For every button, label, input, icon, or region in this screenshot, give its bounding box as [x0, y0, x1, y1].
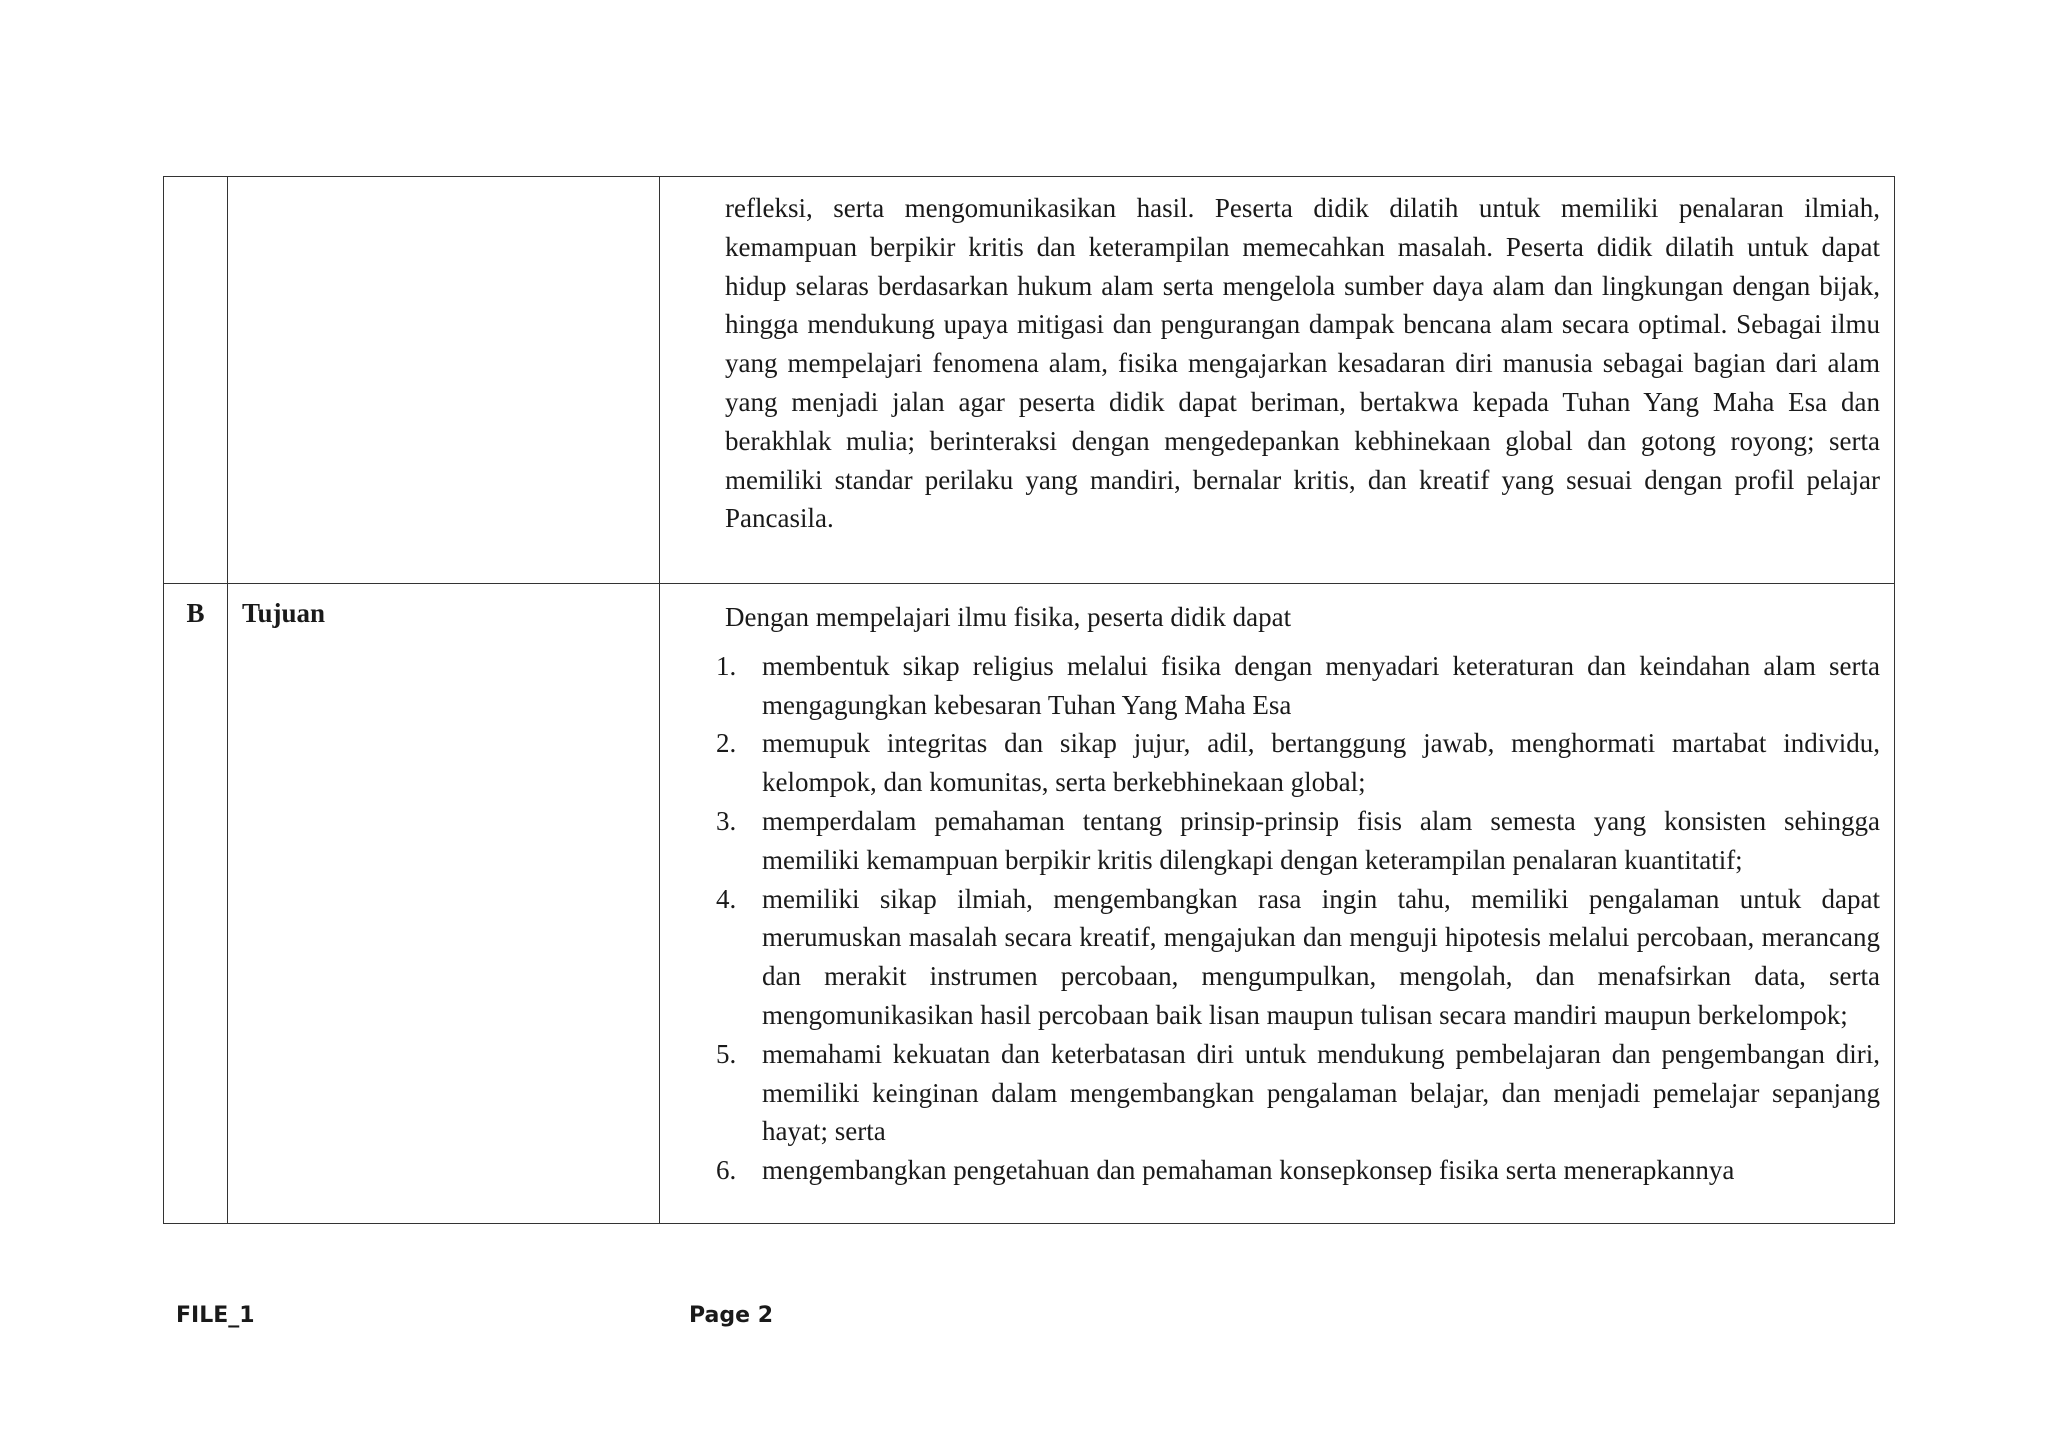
footer-file-label: FILE_1: [176, 1303, 255, 1328]
list-item-text: memahami kekuatan dan keterbatasan diri untuk mendukung pembelajaran dan pengembangan diri, memiliki keinginan dalam mengembangkan pengalaman belajar, dan menjadi pemelajar sepanjang hayat; serta: [762, 1038, 1880, 1147]
footer-page-number: Page 2: [689, 1303, 774, 1328]
list-item: [660, 1151, 1880, 1190]
list-item: [660, 880, 1880, 1035]
cell-section-title: [228, 584, 660, 1224]
list-item-text: memperdalam pemahaman tentang prinsip-prinsip fisis alam semesta yang konsisten sehingga memiliki kemampuan berpikir kritis dilengkapi dengan keterampilan penalaran kuantitatif;: [762, 805, 1880, 875]
list-item-number: 2.: [716, 728, 737, 759]
goal-list: [660, 647, 1880, 1190]
list-item: [660, 647, 1880, 725]
list-item-text: memupuk integritas dan sikap jujur, adil, bertanggung jawab, menghormati martabat individu, kelompok, dan komunitas, serta berkebhinekaan global;: [762, 728, 1880, 798]
section-intro: Dengan mempelajari ilmu fisika, peserta didik dapat: [725, 602, 1292, 632]
cell-section-content: [660, 584, 1895, 1224]
section-title: Tujuan: [242, 598, 326, 628]
list-item-text: membentuk sikap religius melalui fisika dengan menyadari keteraturan dan keindahan alam serta mengagungkan kebesaran Tuhan Yang Maha Esa: [762, 650, 1880, 720]
list-item-text: memiliki sikap ilmiah, mengembangkan rasa ingin tahu, memiliki pengalaman untuk dapat merumuskan masalah secara kreatif, mengajukan dan menguji hipotesis melalui percobaan, merancang dan merakit instrumen percobaan, mengumpulkan, mengolah, dan menafsirkan data, serta mengomunikasikan hasil percobaan baik lisan maupun tulisan secara mandiri maupun berkelompok;: [762, 883, 1880, 1030]
table-row-section-b: [164, 584, 1895, 1224]
cell-letter-empty: [164, 177, 228, 584]
list-item: [660, 802, 1880, 880]
continuation-paragraph: refleksi, serta mengomunikasikan hasil. Peserta didik dilatih untuk memiliki penalaran ilmiah, kemampuan berpikir kritis dan keterampilan memecahkan masalah. Peserta didik dilatih untuk dapat hidup selaras berdasarkan hukum alam serta mengelola sumber daya alam dan lingkungan dengan bijak, hingga mendukung upaya mitigasi dan pengurangan dampak bencana alam secara optimal. Sebagai ilmu yang mempelajari fenomena alam, fisika mengajarkan kesadaran diri manusia sebagai bagian dari alam yang menjadi jalan agar peserta didik dapat beriman, bertakwa kepada Tuhan Yang Maha Esa dan berakhlak mulia; berinteraksi dengan mengedepankan kebhinekaan global dan gotong royong; serta memiliki standar perilaku yang mandiri, bernalar kritis, dan kreatif yang sesuai dengan profil pelajar Pancasila.: [725, 193, 1880, 534]
table-row-continuation: [164, 177, 1895, 584]
content-table: [163, 176, 1895, 1224]
cell-section-letter: [164, 584, 228, 1224]
cell-title-empty: [228, 177, 660, 584]
list-item-number: 3.: [716, 805, 737, 836]
list-item-number: 1.: [716, 650, 737, 681]
list-item: [660, 1035, 1880, 1151]
list-item-number: 5.: [716, 1038, 737, 1069]
list-item: [660, 724, 1880, 802]
list-item-number: 4.: [716, 883, 737, 914]
list-item-number: 6.: [716, 1155, 737, 1186]
list-item-text: mengembangkan pengetahuan dan pemahaman konsepkonsep fisika serta menerapkannya: [762, 1155, 1735, 1186]
cell-continuation-text: [660, 177, 1895, 584]
section-letter: B: [186, 598, 205, 628]
